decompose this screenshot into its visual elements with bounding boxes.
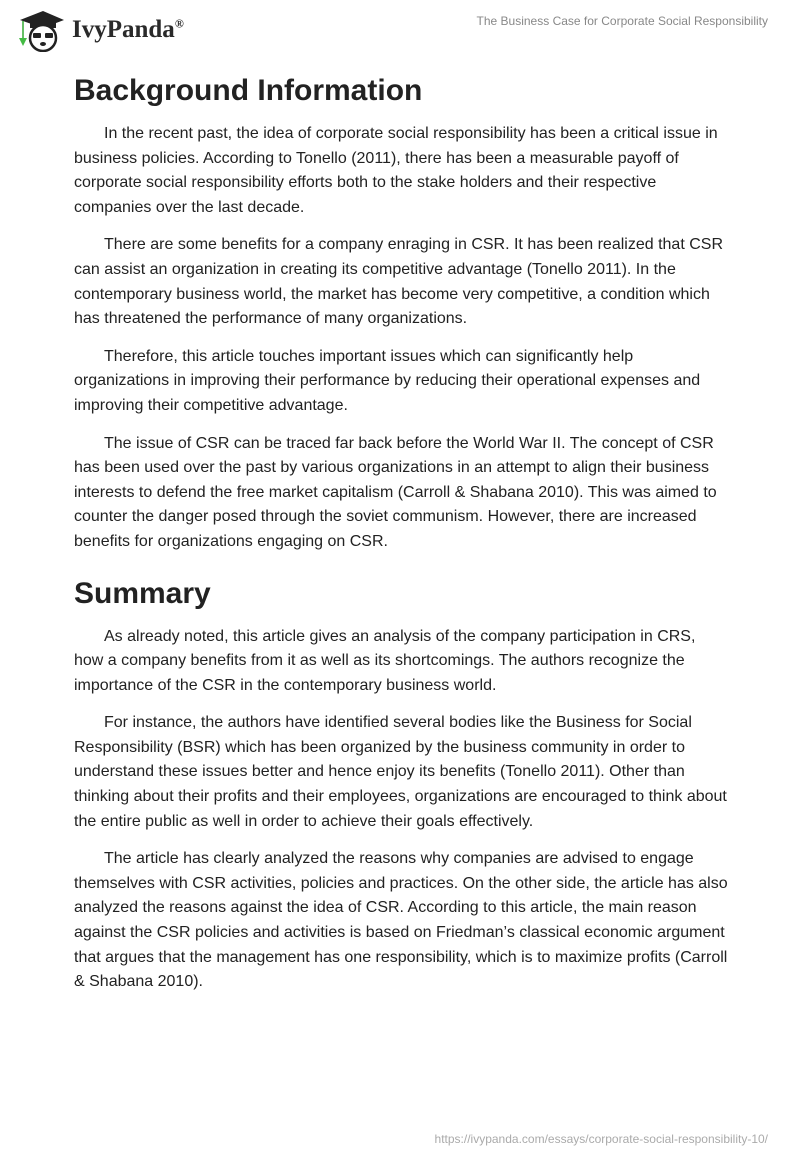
document-body [74,70,729,1008]
paragraph: In the recent past, the idea of corporate social responsibility has been a critical issue in business policies. According to Tonello (2011), there has been a measurable payoff of corporate social responsibility efforts both to the stake holders and their respective companies over the last decade. [74,125,718,216]
site-logo[interactable] [16,8,184,52]
document-title: The Business Case for Corporate Social Responsibility [476,14,768,28]
paragraph: For instance, the authors have identified several bodies like the Business for Social Responsibility (BSR) which has been organized by the business community in order to understand these issues better and hence enjoy its benefits (Tonello 2011). Other than thinking about their profits and their employees, organizations are encouraged to think about the entire public as well in order to achieve their goals effectively. [74,714,727,830]
panda-logo-icon [16,8,66,52]
source-url[interactable]: https://ivypanda.com/essays/corporate-social-responsibility-10/ [434,1132,768,1146]
section-heading-summary: Summary [74,576,211,610]
paragraph: The issue of CSR can be traced far back before the World War II. The concept of CSR has been used over the past by various organizations in an attempt to align their business interests to defend the free market capitalism (Carroll & Shabana 2010). This was aimed to counter the danger posed through the soviet communism. However, there are increased benefits for organizations engaging on CSR. [74,434,717,550]
paragraph: There are some benefits for a company enraging in CSR. It has been realized that CSR can assist an organization in creating its competitive advantage (Tonello 2011). In the contemporary business world, the market has become very competitive, a condition which has threatened the performance of many organizations. [74,236,723,328]
logo-text: IvyPanda® [72,16,184,43]
paragraph: The article has clearly analyzed the reasons why companies are advised to engage themselves with CSR activities, policies and practices. On the other side, the article has also analyzed the reasons against the idea of CSR. According to this article, the main reason against the CSR policies and activities is based on Friedman’s classical economic argument that argues that the management has one responsibility, which is to maximize profits (Carroll & Shabana 2010). [74,850,728,991]
section-heading-background: Background Information [74,74,423,107]
paragraph: Therefore, this article touches important issues which can significantly help organizations in improving their performance by reducing their operational expenses and improving their competitive advantage. [74,347,701,414]
paragraph: As already noted, this article gives an analysis of the company participation in CRS, how a company benefits from it as well as its shortcomings. The authors recognize the importance of the CSR in the contemporary business world. [74,627,696,694]
